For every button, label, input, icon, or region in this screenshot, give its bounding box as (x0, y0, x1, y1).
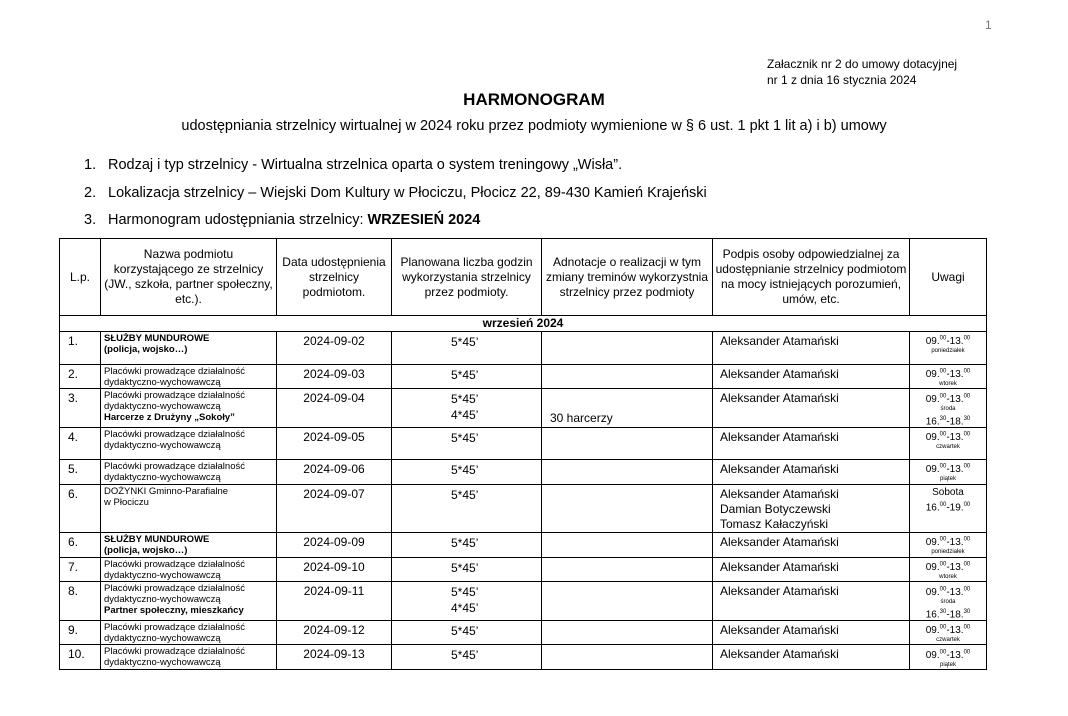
remark-time: 09.00-13.00 (925, 369, 971, 381)
month-label: wrzesień 2024 (60, 316, 987, 332)
remark-weekday: poniedziałek (931, 348, 965, 355)
cell-entity-name (101, 389, 277, 428)
cell-remarks (910, 459, 987, 484)
cell-remarks (910, 365, 987, 389)
cell-lp: 6. (60, 532, 101, 557)
person-1: Aleksander Atamański (720, 622, 839, 637)
cell-annotation (542, 645, 713, 670)
entity-name-line-2: dydaktyczno-wychowawczą (104, 471, 221, 483)
remark-time: 09.00-13.00 (925, 431, 971, 444)
remark-time: 09.00-13.00 (925, 561, 971, 574)
header-lp: L.p. (60, 239, 101, 316)
person-1: Aleksander Atamański (720, 429, 839, 444)
cell-lp: 9. (60, 620, 101, 644)
table-row (60, 427, 987, 459)
cell-annotation (542, 484, 713, 532)
cell-hours (392, 620, 542, 644)
entity-name-line-2: (policja, wojsko…) (104, 344, 188, 355)
cell-annotation (542, 389, 713, 428)
table-row (60, 332, 987, 365)
header-date: Data udostępnienia strzelnicy podmiotom. (277, 239, 392, 316)
cell-date: 2024-09-06 (277, 459, 392, 484)
cell-lp: 6. (60, 484, 101, 532)
cell-date: 2024-09-02 (277, 332, 392, 365)
cell-hours (392, 582, 542, 621)
header-remarks: Uwagi (910, 239, 987, 316)
cell-signature (713, 389, 910, 428)
cell-signature (713, 582, 910, 621)
table-row (60, 582, 987, 621)
cell-entity-name (101, 532, 277, 557)
header-signature: Podpis osoby odpowiedzialnej za udostępnianie strzelnicy podmiotom na mocy istniejących porozumień, umów, etc. (713, 239, 910, 316)
table-row (60, 459, 987, 484)
remark-time: 16.00-19.00 (925, 501, 971, 514)
attachment-line-1: Załacznik nr 2 do umowy dotacyjnej (767, 57, 958, 71)
cell-lp: 4. (60, 427, 101, 459)
remark-weekday: czwartek (936, 444, 960, 451)
person-2: Damian Botyczewski (720, 501, 831, 516)
table-row (60, 389, 987, 428)
list-item-number: 1. (84, 157, 97, 173)
remark-day-name: Sobota (932, 486, 964, 498)
remark-weekday: piątek (939, 476, 956, 483)
cell-lp: 10. (60, 645, 101, 670)
entity-name-line-3: Harcerze z Drużyny „Sokoły” (104, 412, 235, 424)
entity-name-line-1: Placówki prowadzące działalność (104, 460, 245, 472)
list-item-number: 2. (84, 185, 97, 201)
table-row (60, 532, 987, 557)
hours-line-2: 4*45’ (451, 408, 479, 423)
remark-weekday: piątek (939, 661, 956, 668)
cell-hours (392, 645, 542, 670)
header-annotations: Adnotacje o realizacji w tym zmiany treminów wykorzystnia strzelnicy przez podmioty (542, 239, 713, 316)
cell-signature (713, 332, 910, 365)
remark-time: 09.00-13.00 (925, 463, 971, 476)
entity-name-line-2: dydaktyczno-wychowawczą (104, 657, 221, 669)
list-item-2 (84, 185, 707, 201)
list-item-number: 3. (84, 212, 97, 228)
cell-date: 2024-09-11 (277, 582, 392, 621)
person-1: Aleksander Atamański (720, 647, 839, 662)
cell-annotation (542, 365, 713, 389)
entity-name-line-2: dydaktyczno-wychowawczą (104, 377, 221, 388)
cell-lp: 2. (60, 365, 101, 389)
person-1: Aleksander Atamański (720, 584, 839, 599)
cell-remarks (910, 620, 987, 644)
remark-time: 09.00-13.00 (925, 336, 971, 348)
remark-time: 09.00-13.00 (925, 624, 971, 637)
hours-line-1: 5*45’ (451, 462, 479, 477)
entity-name-line-1: Placówki prowadzące działalność (104, 366, 245, 377)
person-3: Tomasz Kałaczyński (720, 516, 829, 531)
entity-name-line-1: Placówki prowadzące działalność (104, 390, 245, 402)
hours-line-1: 5*45’ (451, 560, 479, 575)
cell-signature (713, 365, 910, 389)
person-1: Aleksander Atamański (720, 486, 839, 501)
entity-name-line-2: dydaktyczno-wychowawczą (104, 439, 221, 451)
cell-entity-name (101, 645, 277, 670)
entity-name-line-2: w Płociczu (104, 496, 149, 508)
cell-entity-name (101, 484, 277, 532)
hours-line-1: 5*45’ (451, 368, 479, 382)
entity-name-line-2: (policja, wojsko…) (104, 544, 188, 556)
cell-date: 2024-09-13 (277, 645, 392, 670)
table-row (60, 620, 987, 644)
remark-time: 09.00-13.00 (925, 586, 971, 598)
attachment-note (767, 56, 957, 88)
cell-annotation (542, 427, 713, 459)
remark-weekday: czwartek (936, 637, 960, 644)
person-1: Aleksander Atamański (720, 559, 839, 574)
cell-annotation (542, 332, 713, 365)
cell-remarks (910, 582, 987, 621)
entity-name-line-2: dydaktyczno-wychowawczą (104, 401, 221, 413)
hours-line-1: 5*45’ (451, 392, 479, 407)
cell-remarks (910, 332, 987, 365)
entity-name-line-1: Placówki prowadzące działalność (104, 558, 245, 570)
cell-lp: 3. (60, 389, 101, 428)
cell-remarks (910, 484, 987, 532)
document-title: HARMONOGRAM (463, 90, 605, 109)
hours-line-1: 5*45’ (451, 335, 479, 349)
entity-name-line-3: Partner społeczny, mieszkańcy (104, 605, 244, 617)
cell-annotation (542, 459, 713, 484)
person-1: Aleksander Atamański (720, 367, 839, 381)
cell-remarks (910, 557, 987, 581)
cell-date: 2024-09-10 (277, 557, 392, 581)
document-subtitle: udostępniania strzelnicy wirtualnej w 2024 roku przez podmioty wymienione w § 6 ust. 1 pkt 1 lit a) i b) umowy (181, 118, 887, 134)
cell-signature (713, 484, 910, 532)
remark-weekday: środa (940, 405, 956, 412)
list-item-3 (84, 212, 480, 228)
entity-name-line-1: Placówki prowadzące działalność (104, 428, 245, 440)
cell-entity-name (101, 620, 277, 644)
cell-entity-name (101, 582, 277, 621)
cell-date: 2024-09-03 (277, 365, 392, 389)
remark-time: 09.00-13.00 (925, 649, 971, 661)
cell-date: 2024-09-09 (277, 532, 392, 557)
remark-weekday: wtorek (939, 574, 957, 581)
cell-signature (713, 459, 910, 484)
header-planned-hours: Planowana liczba godzin wykorzystania strzelnicy przez podmioty. (392, 239, 542, 316)
month-row (60, 316, 987, 332)
hours-line-1: 5*45’ (451, 585, 479, 600)
cell-entity-name (101, 459, 277, 484)
entity-name-line-1: SŁUŻBY MUNDUROWE (104, 333, 210, 344)
hours-line-1: 5*45’ (451, 648, 479, 663)
cell-annotation (542, 557, 713, 581)
cell-signature (713, 427, 910, 459)
remark-time: 09.00-13.00 (925, 536, 971, 549)
cell-hours (392, 389, 542, 428)
table-row (60, 365, 987, 389)
header-entity-name: Nazwa podmiotu korzystającego ze strzelnicy (JW., szkoła, partner społeczny, etc.). (101, 239, 277, 316)
schedule-table (59, 238, 987, 670)
remark-extra-time: 16.30-18.30 (925, 415, 971, 427)
cell-hours (392, 427, 542, 459)
cell-hours (392, 557, 542, 581)
table-header-row (60, 239, 987, 316)
list-item-text: Harmonogram udostępniania strzelnicy: (108, 212, 368, 228)
entity-name-line-2: dydaktyczno-wychowawczą (104, 594, 221, 606)
attachment-line-2: nr 1 z dnia 16 stycznia 2024 (767, 73, 917, 87)
cell-entity-name (101, 427, 277, 459)
cell-hours (392, 532, 542, 557)
hours-line-1: 5*45’ (451, 430, 479, 445)
cell-date: 2024-09-07 (277, 484, 392, 532)
cell-date: 2024-09-04 (277, 389, 392, 428)
cell-signature (713, 620, 910, 644)
cell-remarks (910, 532, 987, 557)
cell-entity-name (101, 332, 277, 365)
cell-annotation (542, 582, 713, 621)
list-item-1 (84, 157, 622, 173)
table-row (60, 484, 987, 532)
entity-name-line-1: Placówki prowadzące działalność (104, 646, 245, 658)
cell-entity-name (101, 365, 277, 389)
cell-entity-name (101, 557, 277, 581)
person-1: Aleksander Atamański (720, 534, 839, 549)
entity-name-line-1: DOŻYNKI Gminno-Parafialne (104, 485, 229, 497)
hours-line-2: 4*45’ (451, 601, 479, 616)
list-item-month: WRZESIEŃ 2024 (367, 212, 481, 228)
annotation-text: 30 harcerzy (550, 410, 613, 425)
entity-name-line-1: SŁUŻBY MUNDUROWE (104, 533, 210, 545)
cell-signature (713, 557, 910, 581)
cell-remarks (910, 427, 987, 459)
hours-line-1: 5*45’ (451, 535, 479, 550)
cell-lp: 5. (60, 459, 101, 484)
cell-lp: 8. (60, 582, 101, 621)
cell-date: 2024-09-05 (277, 427, 392, 459)
cell-lp: 1. (60, 332, 101, 365)
cell-hours (392, 484, 542, 532)
remark-weekday: środa (940, 598, 956, 605)
cell-annotation (542, 620, 713, 644)
entity-name-line-2: dydaktyczno-wychowawczą (104, 569, 221, 581)
person-1: Aleksander Atamański (720, 334, 839, 348)
cell-remarks (910, 645, 987, 670)
remark-weekday: wtorek (939, 381, 957, 388)
cell-remarks (910, 389, 987, 428)
remark-time: 09.00-13.00 (925, 393, 971, 405)
cell-hours (392, 332, 542, 365)
cell-signature (713, 645, 910, 670)
list-item-text: Lokalizacja strzelnicy – Wiejski Dom Kultury w Płociczu, Płocicz 22, 89-430 Kamień Krajeński (108, 185, 707, 201)
remark-extra-time: 16.30-18.30 (925, 608, 971, 620)
entity-name-line-1: Placówki prowadzące działalność (104, 621, 245, 633)
list-item-text: Rodzaj i typ strzelnicy - Wirtualna strzelnica oparta o system treningowy „Wisła”. (108, 157, 623, 173)
page-number: 1 (985, 18, 992, 32)
cell-hours (392, 459, 542, 484)
person-1: Aleksander Atamański (720, 461, 839, 476)
hours-line-1: 5*45’ (451, 623, 479, 638)
remark-weekday: poniedziałek (931, 549, 965, 556)
cell-signature (713, 532, 910, 557)
cell-date: 2024-09-12 (277, 620, 392, 644)
hours-line-1: 5*45’ (451, 487, 479, 502)
person-1: Aleksander Atamański (720, 391, 839, 406)
cell-annotation (542, 532, 713, 557)
entity-name-line-1: Placówki prowadzące działalność (104, 583, 245, 595)
table-row (60, 645, 987, 670)
entity-name-line-2: dydaktyczno-wychowawczą (104, 632, 221, 644)
cell-lp: 7. (60, 557, 101, 581)
cell-hours (392, 365, 542, 389)
table-row (60, 557, 987, 581)
